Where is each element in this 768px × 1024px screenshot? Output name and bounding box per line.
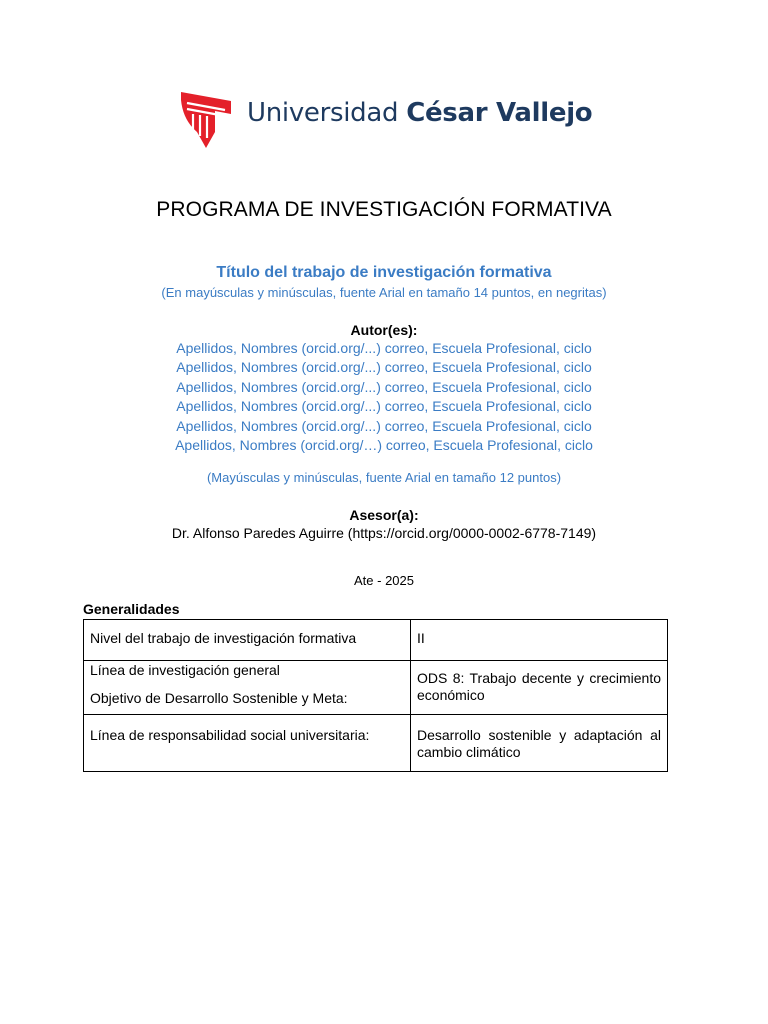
author-entry: Apellidos, Nombres (orcid.org/...) correo, Escuela Profesional, ciclo: [176, 378, 592, 395]
place-date: Ate - 2025: [354, 573, 414, 588]
table-cell-label: [84, 715, 411, 772]
author-entry: Apellidos, Nombres (orcid.org/…) correo, Escuela Profesional, ciclo: [175, 436, 593, 453]
research-level-label: Nivel del trabajo de investigación formativa: [90, 630, 357, 646]
table-cell-label: [84, 620, 411, 661]
authors-heading: Autor(es):: [350, 322, 418, 338]
university-emblem-icon: [181, 92, 231, 148]
table-cell-value: [411, 620, 668, 661]
social-responsibility-label: Línea de responsabilidad social universitaria:: [90, 727, 370, 743]
program-title: PROGRAMA DE INVESTIGACIÓN FORMATIVA: [156, 198, 612, 221]
table-cell-value: [411, 661, 668, 715]
sdg-label: Objetivo de Desarrollo Sostenible y Meta:: [90, 690, 348, 706]
table-cell-label: [84, 661, 411, 715]
social-responsibility-value: Desarrollo sostenible y adaptación al cambio climático: [417, 727, 661, 760]
university-name-bold: César Vallejo: [406, 98, 593, 128]
university-name: [247, 98, 592, 128]
university-name-light: Universidad: [247, 98, 399, 128]
general-heading: Generalidades: [83, 601, 180, 617]
authors-note: (Mayúsculas y minúsculas, fuente Arial en tamaño 12 puntos): [206, 470, 562, 485]
table-row: [84, 620, 668, 661]
author-entry: Apellidos, Nombres (orcid.org/...) correo, Escuela Profesional, ciclo: [176, 359, 592, 376]
work-title: Título del trabajo de investigación formativa: [216, 264, 552, 281]
research-line-label: Línea de investigación general: [90, 662, 280, 678]
research-level-value: II: [417, 630, 425, 646]
table-cell-value: [411, 715, 668, 772]
authors-list: [0, 339, 768, 455]
author-entry: Apellidos, Nombres (orcid.org/...) correo, Escuela Profesional, ciclo: [176, 340, 592, 356]
author-entry: Apellidos, Nombres (orcid.org/...) correo, Escuela Profesional, ciclo: [176, 417, 592, 434]
university-logo: [181, 92, 593, 148]
table-row: [84, 661, 668, 715]
general-table: [83, 619, 668, 772]
sdg-value: ODS 8: Trabajo decente y crecimiento económico: [417, 670, 661, 703]
author-entry: Apellidos, Nombres (orcid.org/...) correo, Escuela Profesional, ciclo: [176, 398, 592, 415]
work-title-note: (En mayúsculas y minúsculas, fuente Arial en tamaño 14 puntos, en negritas): [161, 285, 607, 300]
table-row: [84, 715, 668, 772]
advisor-name: Dr. Alfonso Paredes Aguirre (https://orcid.org/0000-0002-6778-7149): [171, 525, 597, 541]
advisor-heading: Asesor(a):: [349, 507, 419, 523]
